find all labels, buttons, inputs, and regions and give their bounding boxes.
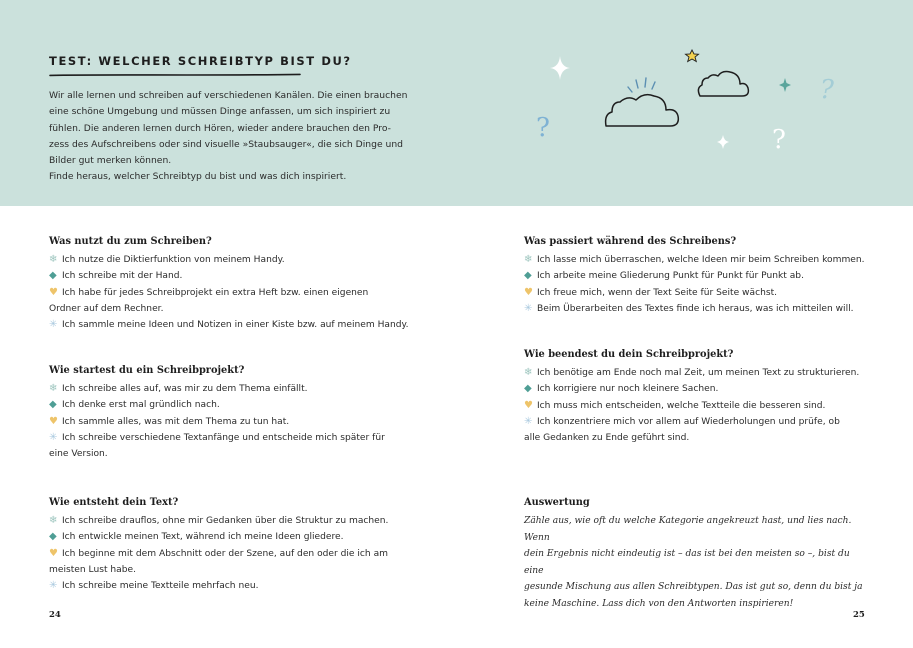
answer-option[interactable]	[49, 285, 429, 318]
question-mark-icon	[772, 125, 786, 155]
heart-icon: ♥	[49, 547, 58, 559]
answer-option[interactable]	[49, 546, 429, 579]
question-mark-icon	[820, 75, 835, 105]
intro-text	[49, 88, 419, 186]
evaluation-line: gesunde Mischung aus allen Schreibtypen. Das ist gut so, denn du bist ja	[524, 582, 863, 592]
evaluation-line: dein Ergebnis nicht eindeutig ist – das ist bei den meisten so –, bist du eine	[524, 549, 850, 576]
answer-text: Ich lasse mich überraschen, welche Ideen mir beim Schreiben kommen.	[537, 255, 865, 265]
intro-line: eine schöne Umgebung und müssen Dinge anfassen, um sich inspiriert zu	[49, 106, 391, 118]
cloud-icon	[606, 95, 679, 126]
answer-text: Ich arbeite meine Gliederung Punkt für Punkt für Punkt ab.	[537, 271, 804, 282]
cloud-icon	[698, 72, 748, 97]
answer-text: Ich benötige am Ende noch mal Zeit, um meinen Text zu strukturieren.	[537, 368, 860, 378]
answer-option[interactable]	[524, 301, 904, 317]
header-banner	[0, 0, 913, 206]
answer-text: Ich freue mich, wenn der Text Seite für Seite wächst.	[537, 287, 778, 298]
question-heading: Was nutzt du zum Schreiben?	[49, 236, 212, 247]
answer-text-continued: eine Version.	[49, 449, 108, 460]
answer-option[interactable]	[524, 285, 904, 301]
question-block-project-start	[49, 364, 429, 462]
question-heading: Wie startest du ein Schreibprojekt?	[49, 365, 245, 376]
answer-option[interactable]	[49, 513, 429, 529]
answer-text: Ich muss mich entscheiden, welche Textteile die besseren sind.	[537, 400, 826, 411]
answer-option[interactable]	[49, 252, 429, 268]
answer-text: Ich schreibe meine Textteile mehrfach neu.	[62, 581, 259, 592]
answer-text: Ich sammle alles, was mit dem Thema zu tun hat.	[62, 416, 290, 427]
decoration-illustration	[520, 40, 860, 160]
question-block-writing-tools	[49, 235, 429, 333]
answer-text: Ich schreibe verschiedene Textanfänge und entscheide mich später für	[62, 432, 385, 443]
asterisk-icon: ✳	[49, 431, 58, 443]
question-block-while-writing	[524, 235, 904, 317]
question-mark-icon	[536, 113, 550, 143]
question-heading: Was passiert während des Schreibens?	[524, 236, 737, 247]
star-icon	[686, 50, 699, 62]
evaluation-line: Zähle aus, wie oft du welche Kategorie angekreuzt hast, und lies nach. Wenn	[524, 516, 852, 543]
answer-option[interactable]	[524, 365, 904, 381]
answer-option[interactable]	[49, 397, 429, 413]
answer-option[interactable]	[524, 381, 904, 397]
answer-text-continued: Ordner auf dem Rechner.	[49, 303, 164, 314]
page-number-right: 25	[853, 610, 865, 620]
question-block-text-creation	[49, 496, 429, 594]
answer-text: Ich beginne mit dem Abschnitt oder der Szene, auf den oder die ich am	[62, 548, 389, 559]
diamond-icon: ◆	[524, 383, 532, 395]
evaluation-heading: Auswertung	[524, 497, 590, 508]
question-block-project-end	[524, 348, 904, 446]
asterisk-icon: ✳	[49, 319, 58, 331]
answer-option[interactable]	[524, 268, 904, 284]
heart-icon: ♥	[524, 286, 533, 298]
evaluation-text	[524, 513, 869, 612]
asterisk-icon: ✳	[524, 302, 533, 314]
answer-option[interactable]	[49, 381, 429, 397]
snowflake-icon: ❄	[49, 254, 58, 265]
answer-text: Ich habe für jedes Schreibprojekt ein extra Heft bzw. einen eigenen	[62, 287, 369, 298]
sparkle-icon	[717, 135, 729, 149]
snowflake-icon: ❄	[524, 254, 533, 265]
answer-text: Beim Überarbeiten des Textes finde ich heraus, was ich mitteilen will.	[537, 303, 854, 314]
heart-icon: ♥	[49, 286, 58, 298]
intro-line: zess des Aufschreibens oder sind visuelle »Staubsauger«, die sich Dinge und	[49, 138, 404, 150]
sun-rays-icon	[628, 78, 655, 92]
answer-option[interactable]	[49, 578, 429, 594]
svg-text:?: ?	[536, 113, 550, 143]
answer-text: Ich korrigiere nur noch kleinere Sachen.	[537, 384, 719, 395]
answer-option[interactable]	[49, 430, 429, 463]
snowflake-icon: ❄	[49, 515, 58, 526]
answer-text: Ich schreibe alles auf, was mir zu dem Thema einfällt.	[62, 384, 308, 394]
diamond-icon: ◆	[524, 270, 532, 282]
answer-option[interactable]	[49, 529, 429, 545]
title-underline	[49, 73, 301, 77]
answer-text: Ich schreibe mit der Hand.	[62, 271, 183, 282]
question-heading: Wie entsteht dein Text?	[49, 497, 179, 508]
asterisk-icon: ✳	[524, 415, 533, 427]
answer-text: Ich entwickle meinen Text, während ich meine Ideen gliedere.	[62, 532, 344, 543]
diamond-icon: ◆	[49, 270, 57, 282]
answer-option[interactable]	[524, 414, 904, 447]
asterisk-icon: ✳	[49, 580, 58, 592]
intro-line: Finde heraus, welcher Schreibtyp du bist und was dich inspiriert.	[49, 171, 347, 183]
answer-text-continued: meisten Lust habe.	[49, 564, 136, 575]
answer-text: Ich denke erst mal gründlich nach.	[62, 400, 220, 411]
snowflake-icon: ❄	[49, 383, 58, 394]
answer-option[interactable]	[524, 398, 904, 414]
svg-text:?: ?	[820, 75, 834, 105]
evaluation-line: keine Maschine. Lass dich von den Antworten inspirieren!	[524, 598, 794, 609]
answer-option[interactable]	[49, 268, 429, 284]
page-title: TEST: WELCHER SCHREIBTYP BIST DU?	[49, 54, 352, 68]
diamond-icon: ◆	[49, 531, 57, 543]
intro-line: fühlen. Die anderen lernen durch Hören, wieder andere brauchen den Pro-	[49, 122, 391, 134]
answer-text: Ich sammle meine Ideen und Notizen in einer Kiste bzw. auf meinem Handy.	[62, 320, 409, 331]
svg-text:?: ?	[772, 125, 786, 155]
answer-text: Ich konzentriere mich vor allem auf Wiederholungen und prüfe, ob	[537, 416, 840, 427]
answer-text-continued: alle Gedanken zu Ende geführt sind.	[524, 433, 690, 444]
answer-option[interactable]	[49, 317, 429, 333]
sparkle-icon	[779, 78, 791, 92]
heart-icon: ♥	[524, 399, 533, 411]
intro-line: Wir alle lernen und schreiben auf verschiedenen Kanälen. Die einen brauchen	[49, 90, 408, 101]
answer-option[interactable]	[49, 414, 429, 430]
answer-text: Ich schreibe drauflos, ohne mir Gedanken über die Struktur zu machen.	[62, 516, 389, 526]
answer-text: Ich nutze die Diktierfunktion von meinem Handy.	[62, 255, 285, 265]
intro-line: Bilder gut merken können.	[49, 155, 172, 167]
answer-option[interactable]	[524, 252, 904, 268]
question-heading: Wie beendest du dein Schreibprojekt?	[524, 349, 734, 360]
page-number-left: 24	[49, 610, 61, 620]
evaluation-block	[524, 496, 904, 612]
sparkle-icon	[550, 56, 570, 80]
diamond-icon: ◆	[49, 399, 57, 411]
heart-icon: ♥	[49, 415, 58, 427]
snowflake-icon: ❄	[524, 367, 533, 378]
